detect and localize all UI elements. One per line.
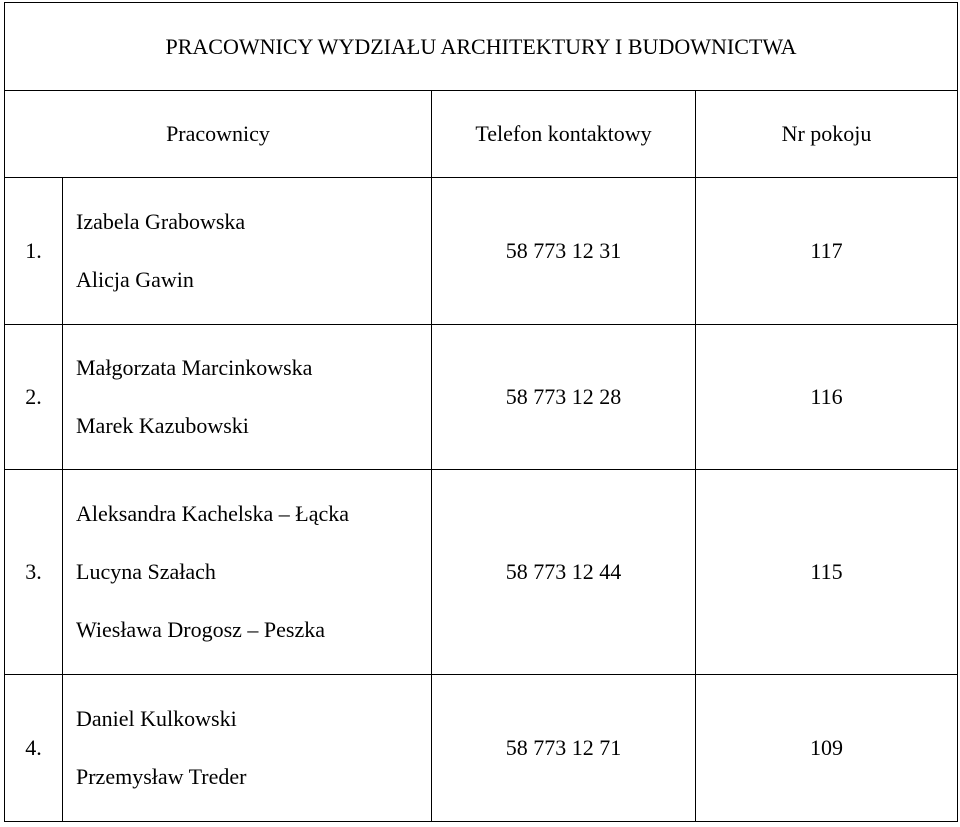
- employee-name: Wiesława Drogosz – Peszka: [76, 617, 325, 642]
- table-row: [5, 325, 958, 470]
- employee-name: Przemysław Treder: [76, 764, 247, 789]
- employee-names: [63, 178, 432, 325]
- room-number: 115: [696, 470, 958, 675]
- employee-name: Lucyna Szałach: [76, 559, 216, 584]
- employee-name: Izabela Grabowska: [76, 209, 246, 234]
- header-phone: Telefon kontaktowy: [432, 91, 696, 178]
- employee-names: [63, 675, 432, 822]
- employee-name: Daniel Kulkowski: [76, 706, 237, 731]
- table-row: [5, 470, 958, 675]
- employee-name: Marek Kazubowski: [76, 413, 249, 438]
- row-number: 3.: [5, 470, 63, 675]
- room-number: 116: [696, 325, 958, 470]
- table-row: [5, 675, 958, 822]
- row-number: 1.: [5, 178, 63, 325]
- staff-table: [4, 2, 958, 822]
- room-number: 117: [696, 178, 958, 325]
- phone-number: 58 773 12 44: [432, 470, 696, 675]
- header-employees: Pracownicy: [5, 91, 432, 178]
- document-title: PRACOWNICY WYDZIAŁU ARCHITEKTURY I BUDOWNICTWA: [5, 3, 958, 91]
- phone-number: 58 773 12 28: [432, 325, 696, 470]
- phone-number: 58 773 12 71: [432, 675, 696, 822]
- employee-name: Aleksandra Kachelska – Łącka: [76, 501, 350, 526]
- row-number: 2.: [5, 325, 63, 470]
- phone-number: 58 773 12 31: [432, 178, 696, 325]
- employee-names: [63, 325, 432, 470]
- row-number: 4.: [5, 675, 63, 822]
- room-number: 109: [696, 675, 958, 822]
- employee-name: Alicja Gawin: [76, 267, 194, 292]
- employee-names: [63, 470, 432, 675]
- header-row: [5, 91, 958, 178]
- table-row: [5, 178, 958, 325]
- employee-name: Małgorzata Marcinkowska: [76, 355, 313, 380]
- header-room: Nr pokoju: [696, 91, 958, 178]
- title-row: [5, 3, 958, 91]
